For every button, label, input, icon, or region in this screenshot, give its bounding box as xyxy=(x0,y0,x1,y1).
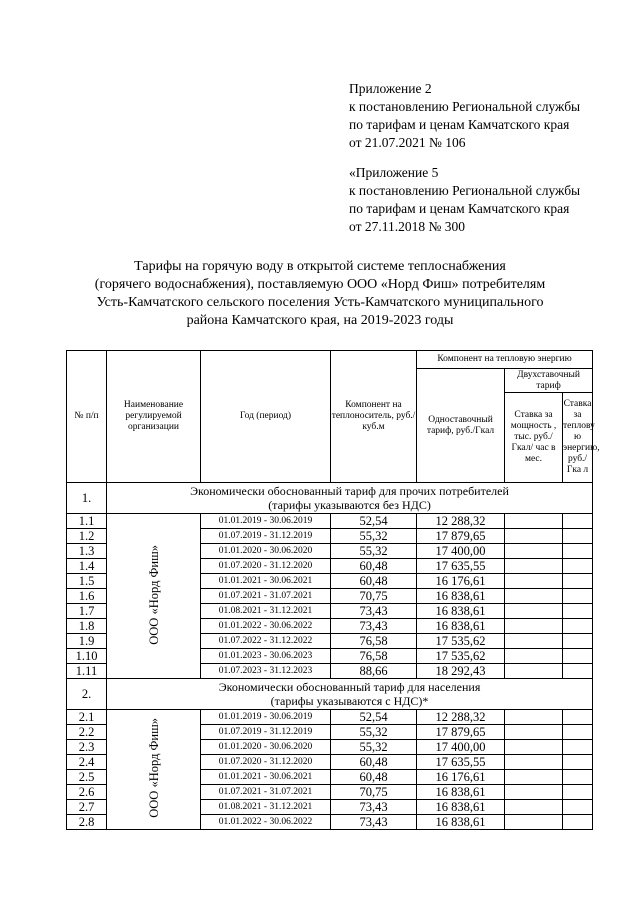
header-capacity-rate: Ставка за мощность , тыс. руб./Гкал/ час в мес. xyxy=(505,393,563,483)
period-cell: 01.07.2019 - 31.12.2019 xyxy=(201,725,331,740)
section-title-line: Экономически обоснованный тариф для прочих потребителей xyxy=(190,484,509,498)
row-number: 1.8 xyxy=(67,619,107,634)
section-title-line: (тарифы указываются с НДС)* xyxy=(270,694,429,708)
row-number: 1.7 xyxy=(67,604,107,619)
period-cell: 01.07.2022 - 31.12.2022 xyxy=(201,634,331,649)
carrier-component-cell: 73,43 xyxy=(331,604,417,619)
period-cell: 01.01.2021 - 30.06.2021 xyxy=(201,574,331,589)
capacity-rate-cell xyxy=(505,770,563,785)
carrier-component-cell: 76,58 xyxy=(331,649,417,664)
section-title xyxy=(107,483,593,514)
carrier-component-cell: 73,43 xyxy=(331,800,417,815)
capacity-rate-cell xyxy=(505,710,563,725)
capacity-rate-cell xyxy=(505,634,563,649)
energy-rate-cell xyxy=(563,574,593,589)
row-number: 1.10 xyxy=(67,649,107,664)
period-cell: 01.07.2020 - 31.12.2020 xyxy=(201,559,331,574)
single-rate-cell: 17 400,00 xyxy=(417,740,505,755)
capacity-rate-cell xyxy=(505,664,563,679)
energy-rate-cell xyxy=(563,649,593,664)
row-number: 2.1 xyxy=(67,710,107,725)
row-number: 1.9 xyxy=(67,634,107,649)
energy-rate-cell xyxy=(563,755,593,770)
period-cell: 01.07.2021 - 31.07.2021 xyxy=(201,785,331,800)
energy-rate-cell xyxy=(563,725,593,740)
section-title-line: (тарифы указываются без НДС) xyxy=(268,498,431,512)
energy-rate-cell xyxy=(563,664,593,679)
capacity-rate-cell xyxy=(505,785,563,800)
header-carrier-component: Компонент на теплоноситель, руб./куб.м xyxy=(331,351,417,483)
period-cell: 01.01.2019 - 30.06.2019 xyxy=(201,514,331,529)
appendix-line: по тарифам и ценам Камчатского края xyxy=(349,117,570,132)
appendix-original-reference xyxy=(349,164,629,236)
carrier-component-cell: 88,66 xyxy=(331,664,417,679)
single-rate-cell: 16 838,61 xyxy=(417,604,505,619)
period-cell: 01.07.2023 - 31.12.2023 xyxy=(201,664,331,679)
energy-rate-cell xyxy=(563,785,593,800)
appendix-current-reference xyxy=(349,80,629,152)
section-title-line: Экономически обоснованный тариф для населения xyxy=(218,680,481,694)
appendix-line: от 21.07.2021 № 106 xyxy=(349,135,466,150)
single-rate-cell: 17 535,62 xyxy=(417,649,505,664)
row-number: 2.7 xyxy=(67,800,107,815)
energy-rate-cell xyxy=(563,559,593,574)
energy-rate-cell xyxy=(563,529,593,544)
single-rate-cell: 16 838,61 xyxy=(417,589,505,604)
energy-rate-cell xyxy=(563,800,593,815)
energy-rate-cell xyxy=(563,740,593,755)
period-cell: 01.07.2021 - 31.07.2021 xyxy=(201,589,331,604)
single-rate-cell: 18 292,43 xyxy=(417,664,505,679)
table-row xyxy=(67,514,593,529)
single-rate-cell: 17 400,00 xyxy=(417,544,505,559)
single-rate-cell: 17 535,62 xyxy=(417,634,505,649)
row-number: 1.4 xyxy=(67,559,107,574)
title-line: района Камчатского края, на 2019-2023 годы xyxy=(186,313,454,328)
carrier-component-cell: 76,58 xyxy=(331,634,417,649)
capacity-rate-cell xyxy=(505,604,563,619)
row-number: 1.6 xyxy=(67,589,107,604)
capacity-rate-cell xyxy=(505,800,563,815)
energy-rate-cell xyxy=(563,604,593,619)
carrier-component-cell: 70,75 xyxy=(331,589,417,604)
period-cell: 01.01.2020 - 30.06.2020 xyxy=(201,740,331,755)
appendix-line: «Приложение 5 xyxy=(349,165,439,180)
period-cell: 01.01.2021 - 30.06.2021 xyxy=(201,770,331,785)
row-number: 1.2 xyxy=(67,529,107,544)
header-period: Год (период) xyxy=(201,351,331,483)
row-number: 1.3 xyxy=(67,544,107,559)
carrier-component-cell: 60,48 xyxy=(331,574,417,589)
appendix-line: по тарифам и ценам Камчатского края xyxy=(349,201,570,216)
section-number: 1. xyxy=(67,483,107,514)
title-line: Тарифы на горячую воду в открытой системе теплоснабжения xyxy=(134,259,506,274)
energy-rate-cell xyxy=(563,544,593,559)
period-cell: 01.07.2019 - 31.12.2019 xyxy=(201,529,331,544)
row-number: 2.3 xyxy=(67,740,107,755)
energy-rate-cell xyxy=(563,710,593,725)
document-title xyxy=(60,258,580,330)
header-single-rate: Одноставочный тариф, руб./Гкал xyxy=(417,369,505,483)
organization-name: ООО «Норд Фиш» xyxy=(146,544,161,645)
carrier-component-cell: 55,32 xyxy=(331,544,417,559)
carrier-component-cell: 52,54 xyxy=(331,710,417,725)
single-rate-cell: 16 838,61 xyxy=(417,785,505,800)
capacity-rate-cell xyxy=(505,559,563,574)
organization-cell xyxy=(107,710,201,830)
carrier-component-cell: 60,48 xyxy=(331,755,417,770)
title-line: (горячего водоснабжения), поставляемую ООО «Норд Фиш» потребителям xyxy=(94,277,546,292)
energy-rate-cell xyxy=(563,589,593,604)
capacity-rate-cell xyxy=(505,529,563,544)
single-rate-cell: 16 838,61 xyxy=(417,815,505,830)
row-number: 2.2 xyxy=(67,725,107,740)
carrier-component-cell: 73,43 xyxy=(331,619,417,634)
period-cell: 01.07.2020 - 31.12.2020 xyxy=(201,755,331,770)
carrier-component-cell: 60,48 xyxy=(331,559,417,574)
single-rate-cell: 16 176,61 xyxy=(417,574,505,589)
header-energy-component: Компонент на тепловую энергию xyxy=(417,351,593,369)
energy-rate-cell xyxy=(563,514,593,529)
row-number: 1.1 xyxy=(67,514,107,529)
table-row xyxy=(67,710,593,725)
capacity-rate-cell xyxy=(505,574,563,589)
period-cell: 01.01.2020 - 30.06.2020 xyxy=(201,544,331,559)
organization-cell xyxy=(107,514,201,679)
single-rate-cell: 17 879,65 xyxy=(417,725,505,740)
period-cell: 01.01.2022 - 30.06.2022 xyxy=(201,619,331,634)
capacity-rate-cell xyxy=(505,740,563,755)
single-rate-cell: 16 838,61 xyxy=(417,800,505,815)
section-number: 2. xyxy=(67,679,107,710)
capacity-rate-cell xyxy=(505,815,563,830)
capacity-rate-cell xyxy=(505,514,563,529)
row-number: 1.5 xyxy=(67,574,107,589)
row-number: 2.5 xyxy=(67,770,107,785)
capacity-rate-cell xyxy=(505,619,563,634)
header-energy-rate: Ставка за теплову ю энергию, руб./Гка л xyxy=(563,393,593,483)
energy-rate-cell xyxy=(563,619,593,634)
title-line: Усть-Камчатского сельского поселения Усть-Камчатского муниципального xyxy=(96,295,544,310)
header-organization: Наименование регулируемой организации xyxy=(107,351,201,483)
energy-rate-cell xyxy=(563,815,593,830)
single-rate-cell: 17 635,55 xyxy=(417,755,505,770)
single-rate-cell: 17 635,55 xyxy=(417,559,505,574)
single-rate-cell: 12 288,32 xyxy=(417,514,505,529)
period-cell: 01.01.2023 - 30.06.2023 xyxy=(201,649,331,664)
single-rate-cell: 12 288,32 xyxy=(417,710,505,725)
capacity-rate-cell xyxy=(505,589,563,604)
period-cell: 01.01.2022 - 30.06.2022 xyxy=(201,815,331,830)
row-number: 2.8 xyxy=(67,815,107,830)
period-cell: 01.08.2021 - 31.12.2021 xyxy=(201,604,331,619)
header-row-number: № п/п xyxy=(67,351,107,483)
carrier-component-cell: 52,54 xyxy=(331,514,417,529)
capacity-rate-cell xyxy=(505,649,563,664)
row-number: 2.6 xyxy=(67,785,107,800)
energy-rate-cell xyxy=(563,634,593,649)
single-rate-cell: 16 176,61 xyxy=(417,770,505,785)
organization-name: ООО «Норд Фиш» xyxy=(146,718,161,818)
tariff-table xyxy=(66,350,600,830)
row-number: 2.4 xyxy=(67,755,107,770)
header-two-part-rate: Двухставочный тариф xyxy=(505,369,593,393)
capacity-rate-cell xyxy=(505,544,563,559)
appendix-line: к постановлению Региональной службы xyxy=(349,99,581,114)
capacity-rate-cell xyxy=(505,725,563,740)
single-rate-cell: 17 879,65 xyxy=(417,529,505,544)
appendix-line: к постановлению Региональной службы xyxy=(349,183,581,198)
carrier-component-cell: 60,48 xyxy=(331,770,417,785)
section-title xyxy=(107,679,593,710)
capacity-rate-cell xyxy=(505,755,563,770)
energy-rate-cell xyxy=(563,770,593,785)
row-number: 1.11 xyxy=(67,664,107,679)
appendix-line: Приложение 2 xyxy=(349,81,432,96)
section-header-row xyxy=(67,679,593,710)
carrier-component-cell: 55,32 xyxy=(331,725,417,740)
carrier-component-cell: 55,32 xyxy=(331,529,417,544)
carrier-component-cell: 70,75 xyxy=(331,785,417,800)
appendix-line: от 27.11.2018 № 300 xyxy=(349,219,465,234)
carrier-component-cell: 55,32 xyxy=(331,740,417,755)
single-rate-cell: 16 838,61 xyxy=(417,619,505,634)
period-cell: 01.01.2019 - 30.06.2019 xyxy=(201,710,331,725)
period-cell: 01.08.2021 - 31.12.2021 xyxy=(201,800,331,815)
section-header-row xyxy=(67,483,593,514)
carrier-component-cell: 73,43 xyxy=(331,815,417,830)
